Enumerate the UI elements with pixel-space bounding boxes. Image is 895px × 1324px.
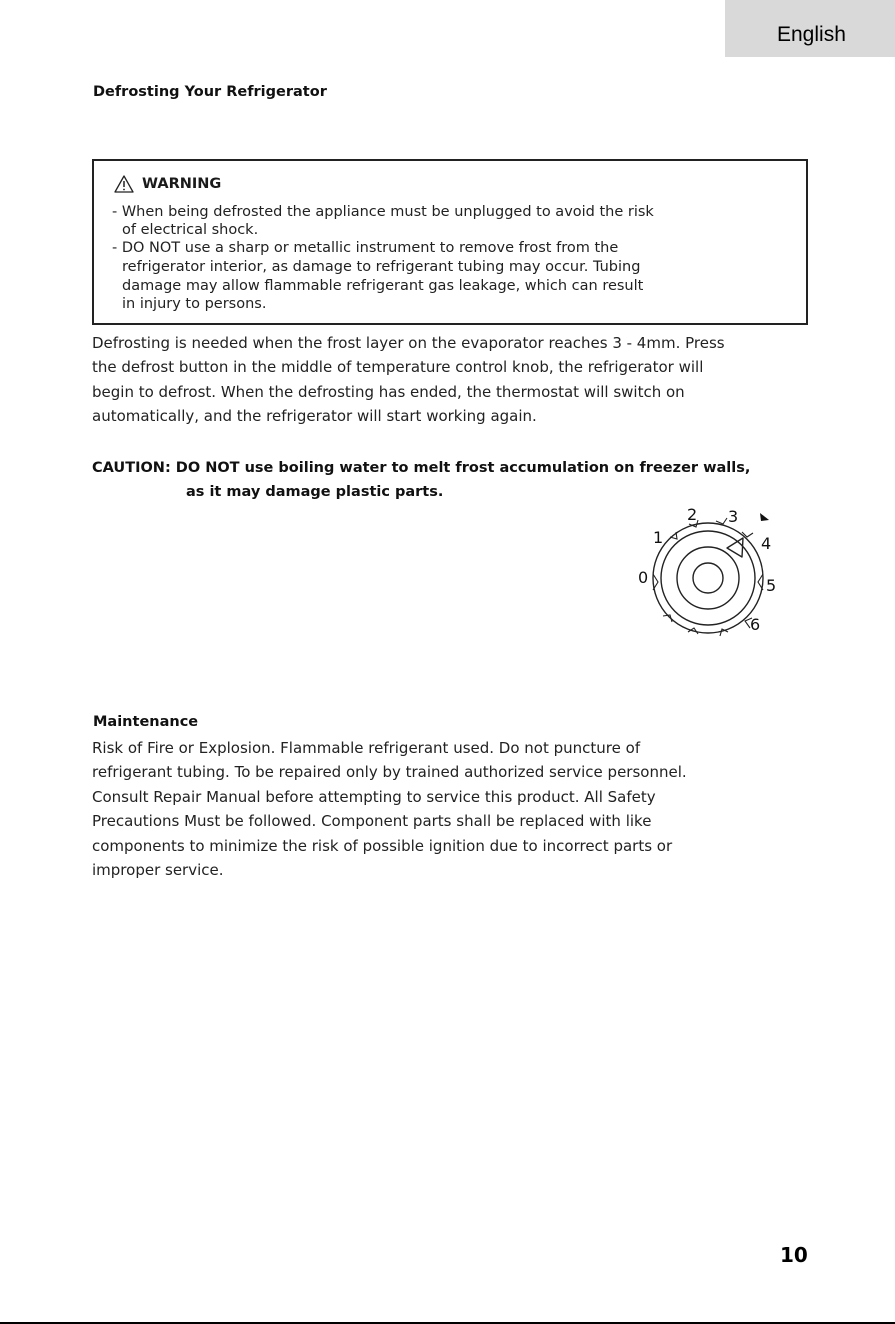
knob-inner-ring — [661, 531, 755, 625]
defrosting-paragraph — [92, 331, 808, 429]
warning-line: in injury to persons. — [122, 296, 267, 312]
knob-hub-ring — [677, 547, 739, 609]
warning-line: - DO NOT use a sharp or metallic instrument to remove frost from the — [112, 240, 619, 256]
warning-box — [92, 159, 808, 325]
caution-line-1: CAUTION: DO NOT use boiling water to melt frost accumulation on freezer walls, — [92, 460, 751, 476]
paragraph-line: improper service. — [92, 861, 224, 880]
defrost-button — [693, 563, 723, 593]
knob-outer-ring — [653, 523, 763, 633]
maintenance-paragraph — [92, 736, 808, 882]
paragraph-line: the defrost button in the middle of temperature control knob, the refrigerator will — [92, 358, 704, 377]
paragraph-line: refrigerant tubing. To be repaired only by trained authorized service personnel. — [92, 763, 687, 782]
knob-label-5: 5 — [766, 576, 777, 595]
knob-label-2: 2 — [687, 505, 698, 524]
paragraph-line: Precautions Must be followed. Component parts shall be replaced with like — [92, 812, 652, 831]
warning-line: of electrical shock. — [122, 222, 259, 238]
caution-note — [92, 456, 750, 504]
page-number: 10 — [780, 1243, 808, 1267]
warning-heading-text: WARNING — [142, 175, 222, 192]
temperature-control-knob-diagram — [630, 502, 800, 642]
warning-line: damage may allow flammable refrigerant gas leakage, which can result — [122, 278, 644, 294]
paragraph-line: automatically, and the refrigerator will start working again. — [92, 407, 537, 426]
paragraph-line: Risk of Fire or Explosion. Flammable refrigerant used. Do not puncture of — [92, 739, 641, 757]
warning-triangle-icon — [114, 175, 134, 193]
knob-label-4: 4 — [761, 534, 772, 553]
paragraph-line: Defrosting is needed when the frost layer on the evaporator reaches 3 - 4mm. Press — [92, 334, 725, 352]
caution-line-2: as it may damage plastic parts. — [186, 484, 444, 500]
knob-label-1: 1 — [653, 528, 664, 547]
language-tab: English — [725, 0, 895, 57]
warning-line: refrigerator interior, as damage to refrigerant tubing may occur. Tubing — [122, 259, 641, 275]
knob-label-0: 0 — [638, 568, 649, 587]
knob-label-3: 3 — [728, 507, 739, 526]
section-title-maintenance: Maintenance — [93, 714, 199, 730]
warning-line: - When being defrosted the appliance must be unplugged to avoid the risk — [112, 204, 654, 220]
arrow-marker-icon — [760, 513, 769, 521]
paragraph-line: begin to defrost. When the defrosting has ended, the thermostat will switch on — [92, 382, 685, 401]
knob-pointer — [727, 538, 743, 557]
section-title-defrosting: Defrosting Your Refrigerator — [93, 84, 327, 100]
paragraph-line: components to minimize the risk of possible ignition due to incorrect parts or — [92, 836, 673, 855]
warning-heading — [114, 175, 221, 193]
paragraph-line: Consult Repair Manual before attempting to service this product. All Safety — [92, 787, 656, 806]
knob-label-6: 6 — [750, 615, 761, 634]
